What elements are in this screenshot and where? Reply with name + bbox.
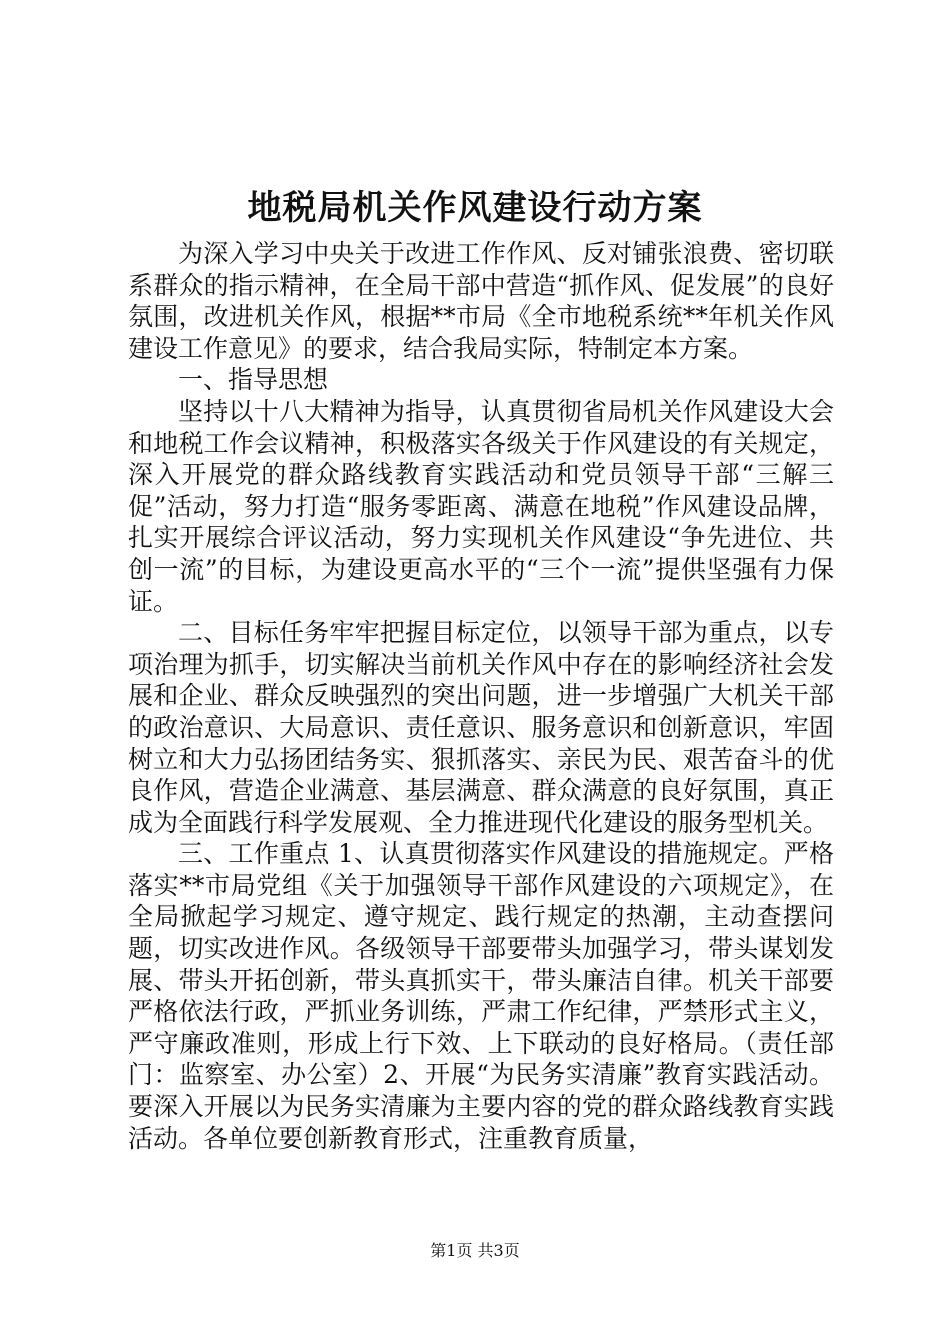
document-title: 地税局机关作风建设行动方案 — [247, 188, 703, 228]
paragraph-intro: 为深入学习中央关于改进工作作风、反对铺张浪费、密切联系群众的指示精神，在全局干部中营造“抓作风、促发展”的良好氛围，改进机关作风，根据**市局《全市地税系统**年机关作风建设工作意见》的要求，结合我局实际，特制定本方案。 — [128, 239, 834, 363]
paragraph-goals-tasks: 二、目标任务牢牢把握目标定位，以领导干部为重点，以专项治理为抓手，切实解决当前机关作风中存在的影响经济社会发展和企业、群众反映强烈的突出问题，进一步增强广大机关干部的政治意识、大局意识、责任意识、服务意识和创新意识，牢固树立和大力弘扬团结务实、狠抓落实、亲民为民、艰苦奋斗的优良作风，营造企业满意、基层满意、群众满意的良好氛围，真正成为全面践行科学发展观、全力推进现代化建设的服务型机关。 — [128, 618, 834, 837]
page-number-footer: 第1页 共3页 — [430, 1241, 520, 1260]
paragraph-guiding-thought: 坚持以十八大精神为指导，认真贯彻省局机关作风建设大会和地税工作会议精神，积极落实各级关于作风建设的有关规定，深入开展党的群众路线教育实践活动和党员领导干部“三解三促”活动，努力打造“服务零距离、满意在地税”作风建设品牌，扎实开展综合评议活动，努力实现机关作风建设“争先进位、共创一流”的目标，为建设更高水平的“三个一流”提供坚强有力保证。 — [128, 396, 834, 616]
section-heading-guiding-thought: 一、指导思想 — [178, 365, 329, 395]
paragraph-work-focus: 三、工作重点 1、认真贯彻落实作风建设的措施规定。严格落实**市局党组《关于加强领导干部作风建设的六项规定》，在全局掀起学习规定、遵守规定、践行规定的热潮，主动查摆问题，切实改进作风。各级领导干部要带头加强学习，带头谋划发展、带头开拓创新，带头真抓实干，带头廉洁自律。机关干部要严格依法行政，严抓业务训练，严肃工作纪律，严禁形式主义，严守廉政准则，形成上行下效、上下联动的良好格局。（责任部门：监察室、办公室）2、开展“为民务实清廉”教育实践活动。要深入开展以为民务实清廉为主要内容的党的群众路线教育实践活动。各单位要创新教育形式，注重教育质量， — [128, 839, 834, 1153]
document-body — [128, 238, 834, 1154]
